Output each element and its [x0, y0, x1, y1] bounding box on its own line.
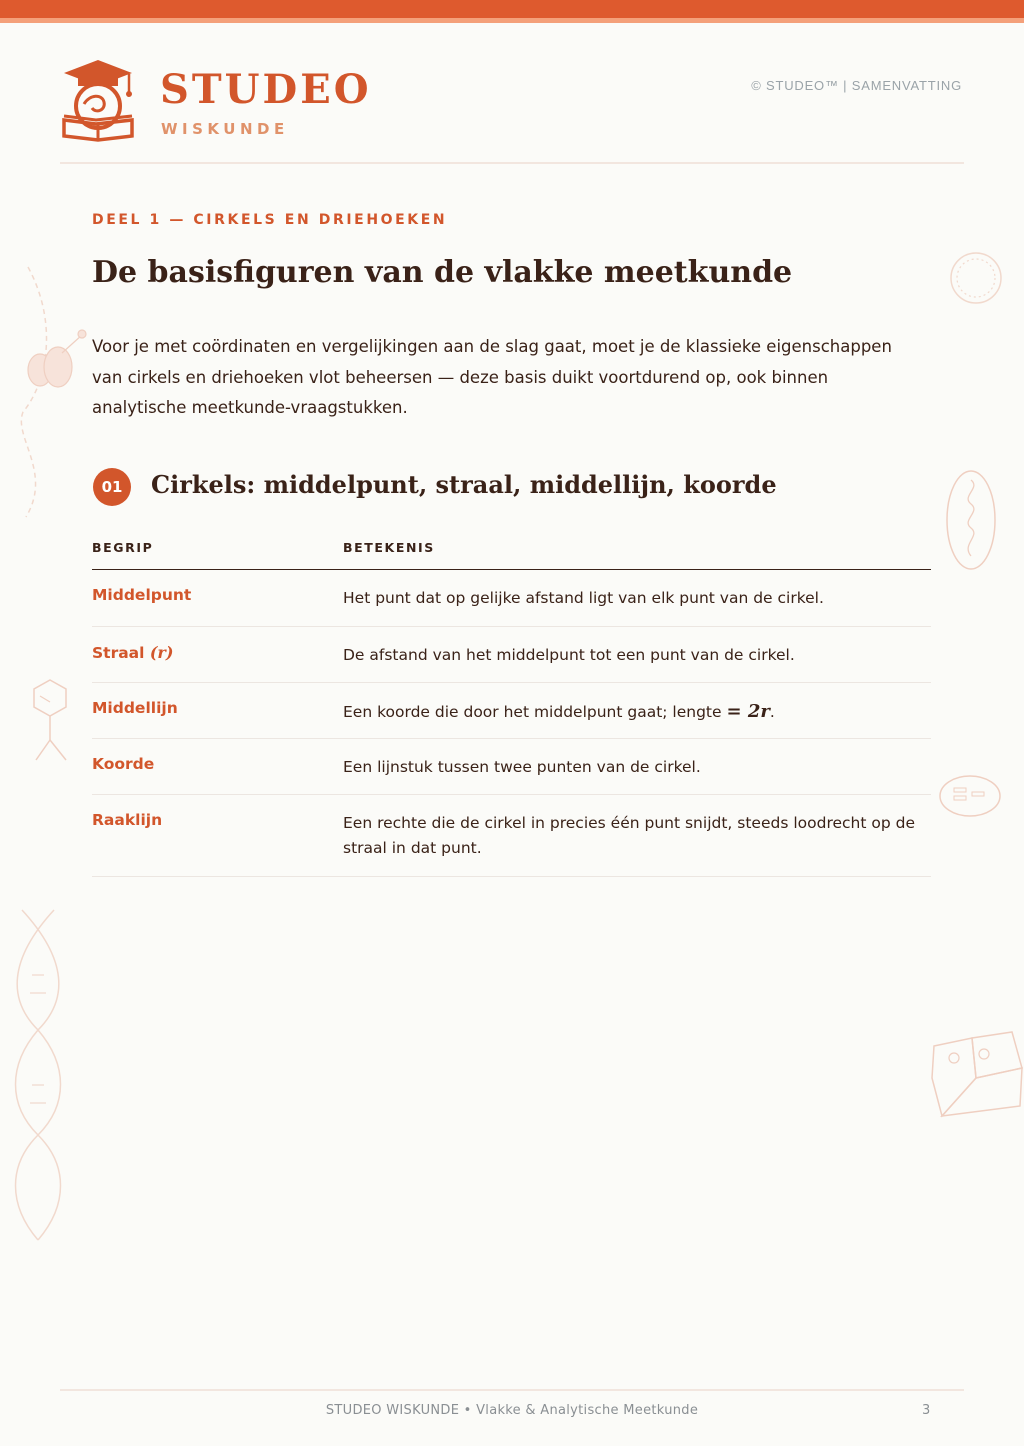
- definition-text: Een koorde die door het middelpunt gaat; lengte: [343, 703, 722, 721]
- column-header-meaning: BETEKENIS: [343, 540, 435, 555]
- footer-title: STUDEO WISKUNDE • Vlakke & Analytische Meetkunde: [325, 1403, 699, 1418]
- intro-paragraph: Voor je met coördinaten en vergelijkingen aan de slag gaat, moet je de klassieke eigenschappen van cirkels en driehoeken vlot beheersen — deze basis duikt voortdurend op, ook binnen analytische meetkunde-vraagstukken.: [92, 337, 892, 417]
- table-row: [92, 739, 931, 795]
- header-divider: [60, 162, 964, 164]
- term-cell: [92, 643, 173, 662]
- page-header: [60, 58, 964, 148]
- brand-name: STUDEO: [160, 66, 372, 113]
- term-math: (r): [149, 643, 174, 662]
- top-accent-bar: [0, 0, 1024, 18]
- section-title: Cirkels: middelpunt, straal, middellijn, koorde: [151, 470, 777, 499]
- section-number-badge: 01: [93, 468, 131, 506]
- table-header: [92, 530, 931, 570]
- graduation-cap-book-logo-icon: [60, 58, 136, 142]
- table-row: [92, 570, 931, 627]
- term-cell: Middellijn: [92, 699, 178, 717]
- definition-cell: [343, 699, 923, 725]
- circle-dots-icon: [948, 250, 1004, 306]
- membrane-icon: [938, 774, 1002, 818]
- part-label: DEEL 1 — CIRKELS EN DRIEHOEKEN: [92, 212, 448, 228]
- brand-subtitle: WISKUNDE: [161, 120, 289, 138]
- cell-icon: [944, 468, 998, 572]
- definition-cell: Een rechte die de cirkel in precies één punt snijdt, steeds loodrecht op de straal in dat punt.: [343, 814, 915, 857]
- top-accent-strip: [0, 18, 1024, 23]
- term-text: Straal: [92, 644, 145, 662]
- definition-cell: Het punt dat op gelijke afstand ligt van elk punt van de cirkel.: [343, 589, 824, 607]
- page-title: De basisfiguren van de vlakke meetkunde: [92, 255, 793, 290]
- copyright-label: © STUDEO™ | SAMENVATTING: [751, 78, 962, 93]
- definition-cell: De afstand van het middelpunt tot een punt van de cirkel.: [343, 646, 795, 664]
- definition-math: = 2r: [726, 701, 770, 722]
- footer-divider: [60, 1389, 964, 1391]
- hexagon-molecule-icon: [30, 678, 70, 768]
- table-row: [92, 683, 931, 739]
- term-cell: Middelpunt: [92, 586, 192, 604]
- table-row: [92, 627, 931, 683]
- mitochondria-icon: [24, 325, 94, 395]
- definition-suffix: .: [769, 703, 775, 721]
- term-cell: Koorde: [92, 755, 155, 773]
- definition-cell: Een lijnstuk tussen twee punten van de cirkel.: [343, 758, 701, 776]
- term-cell: Raaklijn: [92, 811, 163, 829]
- table-row: [92, 795, 931, 877]
- dna-helix-icon: [8, 905, 68, 1245]
- definitions-table: [92, 530, 931, 877]
- column-header-term: BEGRIP: [92, 540, 154, 555]
- map-polygon-icon: [928, 1028, 1024, 1120]
- page-number: 3: [922, 1403, 931, 1418]
